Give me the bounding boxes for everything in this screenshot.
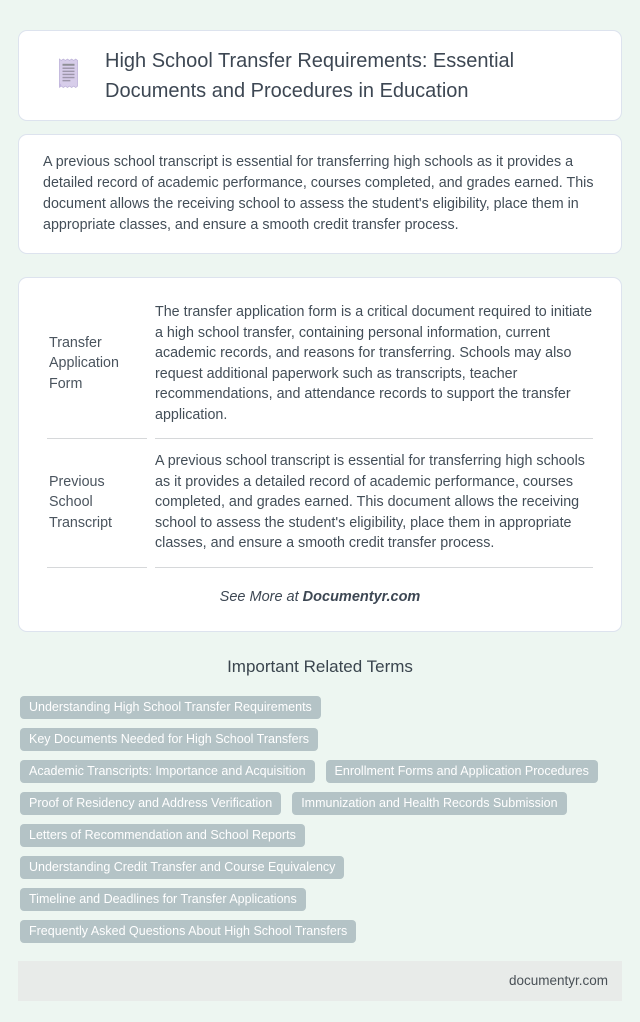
term-description: A previous school transcript is essential for transferring high schools as it provides a detailed record of academic performance, courses completed, and grades earned. This document allows the receiving school to assess the student's eligibility, place them in appropriate classes, and ensure a smooth credit transfer process. xyxy=(155,439,593,568)
term-name: Transfer Application Form xyxy=(47,290,147,439)
receipt-icon xyxy=(56,58,81,94)
intro-card xyxy=(18,134,622,254)
related-terms-tag-cloud xyxy=(20,696,622,943)
page-title: High School Transfer Requirements: Essential Documents and Procedures in Education xyxy=(105,49,515,102)
related-term-tag[interactable]: Letters of Recommendation and School Reports xyxy=(20,824,305,847)
definitions-table xyxy=(39,290,601,568)
related-term-tag[interactable]: Understanding High School Transfer Requirements xyxy=(20,696,321,719)
footer-site-link[interactable]: documentyr.com xyxy=(508,973,608,988)
see-more-line xyxy=(39,589,601,605)
related-terms-heading: Important Related Terms xyxy=(227,656,413,676)
see-more-brand-link[interactable]: Documentyr.com xyxy=(302,588,421,605)
related-term-tag[interactable]: Understanding Credit Transfer and Course Equivalency xyxy=(20,856,344,879)
related-term-tag[interactable]: Frequently Asked Questions About High School Transfers xyxy=(20,920,356,943)
definitions-card xyxy=(18,277,622,632)
term-name: Previous School Transcript xyxy=(47,439,147,568)
term-description: The transfer application form is a critical document required to initiate a high school transfer, containing personal information, current academic records, and reasons for transferring. Schools may also request additional paperwork such as transcripts, teacher recommendations, and attendance records to support the transfer application. xyxy=(155,290,593,439)
see-more-prefix: See More at xyxy=(219,588,303,605)
footer-bar xyxy=(18,961,622,1001)
title-card xyxy=(18,30,622,121)
related-term-tag[interactable]: Immunization and Health Records Submission xyxy=(292,792,566,815)
table-row xyxy=(47,290,593,439)
table-row xyxy=(47,439,593,568)
related-term-tag[interactable]: Timeline and Deadlines for Transfer Applications xyxy=(20,888,306,911)
related-term-tag[interactable]: Enrollment Forms and Application Procedures xyxy=(326,760,598,783)
intro-paragraph: A previous school transcript is essential for transferring high schools as it provides a detailed record of academic performance, courses completed, and grades earned. This document allows the receiving school to assess the student's eligibility, place them in appropriate classes, and ensure a smooth credit transfer process. xyxy=(43,154,594,233)
related-term-tag[interactable]: Proof of Residency and Address Verification xyxy=(20,792,281,815)
related-term-tag[interactable]: Key Documents Needed for High School Transfers xyxy=(20,728,318,751)
related-term-tag[interactable]: Academic Transcripts: Importance and Acquisition xyxy=(20,760,315,783)
